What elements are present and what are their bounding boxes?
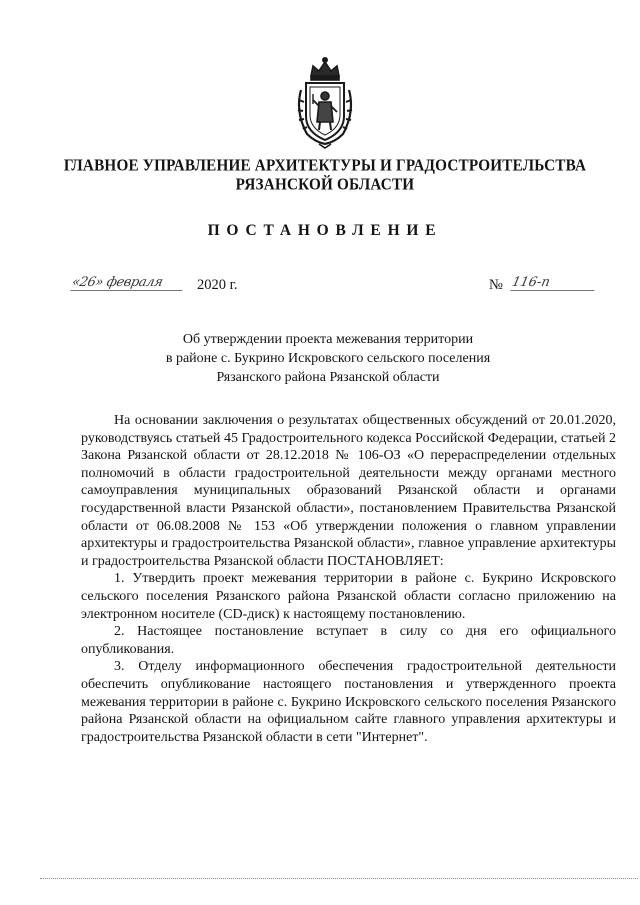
document-subject [120, 330, 536, 387]
date-number-row [0, 277, 640, 301]
organization-name-line2: РЯЗАНСКОЙ ОБЛАСТИ [235, 174, 415, 194]
number-label: № [489, 277, 503, 293]
document-body [81, 412, 616, 746]
date-year: 2020 г. [197, 277, 238, 293]
subject-line3: Рязанского района Рязанской области [216, 370, 440, 385]
clause-1-paragraph: 1. Утвердить проект межевания территории в районе с. Букрино Искровского сельского поселения Рязанского района Рязанской области согласно приложению на электронном носителе (CD-диск) к настоящему постановлению. [81, 571, 616, 622]
handwritten-number: 116-п [510, 275, 597, 291]
preamble-paragraph: На основании заключения о результатах общественных обсуждений от 20.01.2020, руководствуясь статьей 45 Градостроительного кодекса Российской Федерации, статьей 2 Закона Рязанской области от 28.12.2018 № 106-ОЗ «О перераспределении отдельных полномочий в области градостроительной деятельности между органами местного самоуправления муниципальных образований Рязанской области и органами государственной власти Рязанской области», постановлением Правительства Рязанской области от 06.08.2008 № 153 «Об утверждении положения о главном управлении архитектуры и градостроительства Рязанской области», главное управление архитектуры и градостроительства Рязанской области ПОСТАНОВЛЯЕТ: [81, 413, 616, 569]
scan-edge-line [40, 878, 638, 879]
document-type-title: ПОСТАНОВЛЕНИЕ [207, 222, 443, 239]
organization-name-line1: ГЛАВНОЕ УПРАВЛЕНИЕ АРХИТЕКТУРЫ И ГРАДОСТРОИТЕЛЬСТВА [63, 155, 587, 175]
subject-line2: в районе с. Букрино Искровского сельского поселения [165, 351, 491, 366]
clause-3-paragraph: 3. Отделу информационного обеспечения градостроительной деятельности обеспечить опубликование настоящего постановления и утвержденного проекта межевания территории в районе с. Букрино Искровского сельского поселения Рязанского района Рязанской области на официальном сайте главного управления архитектуры и градостроительства Рязанской области в сети "Интернет". [81, 659, 616, 745]
handwritten-date: «26» февраля [70, 275, 185, 291]
coat-of-arms-icon [289, 56, 361, 150]
clause-2-paragraph: 2. Настоящее постановление вступает в силу со дня его официального опубликования. [81, 624, 616, 657]
subject-line1: Об утверждении проекта межевания территории [182, 332, 474, 347]
